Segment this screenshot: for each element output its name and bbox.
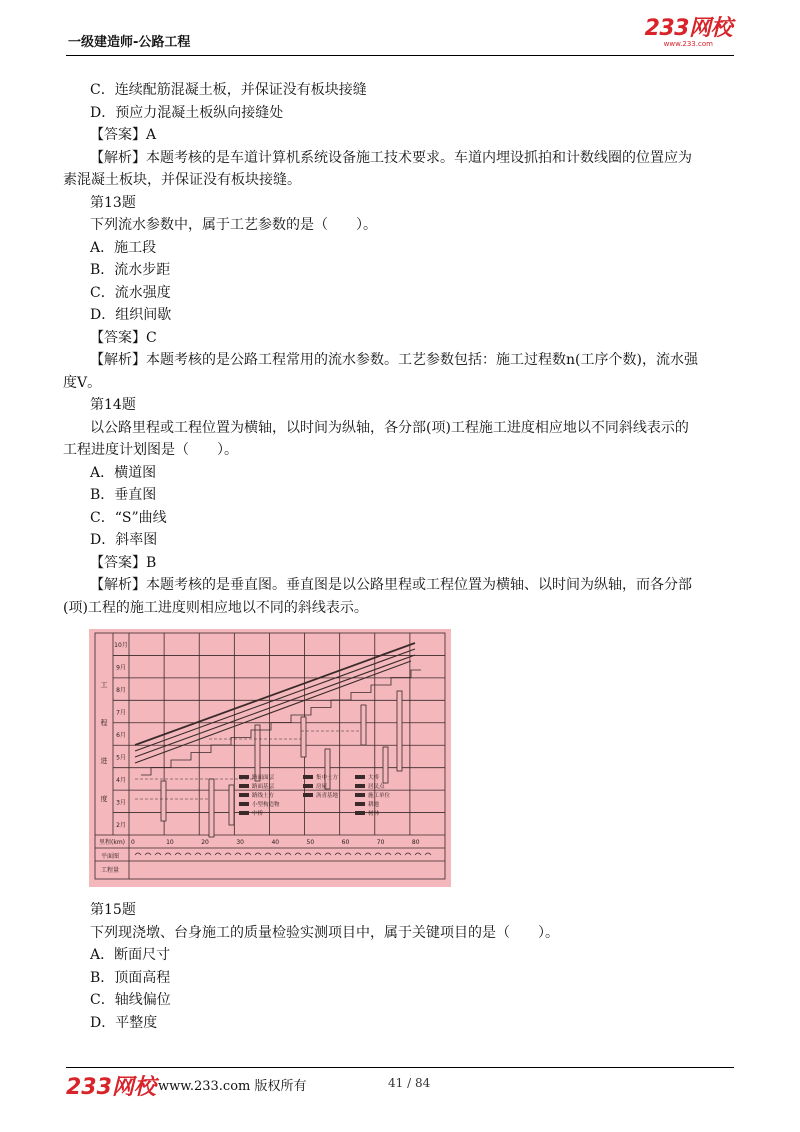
legend-swatch [239, 811, 249, 815]
logo-text: 233网校 [644, 16, 732, 41]
km-tick-label: 10 [166, 839, 174, 846]
analysis-continued: (项)工程的施工进度则相应地以不同的斜线表示。 [63, 599, 368, 616]
legend-label: 路线土方 [252, 793, 275, 799]
legend-swatch [239, 784, 249, 788]
option-b: B．垂直图 [90, 487, 157, 503]
km-tick-label: 80 [411, 839, 420, 846]
legend-label: 集中土方 [316, 775, 339, 781]
month-label: 4月 [116, 776, 126, 784]
legend-label: 大桥 [368, 775, 380, 781]
analysis: 【解析】本题考核的是垂直图。垂直图是以公路里程或工程位置为横轴、以时间为纵轴，而各分部 [90, 577, 692, 593]
month-label: 3月 [116, 799, 126, 807]
structure-bar [255, 725, 260, 781]
legend-swatch [355, 784, 365, 788]
analysis: 【解析】本题考核的是车道计算机系统设备施工技术要求。车道内埋设抓拍和计数线圈的位置应为 [90, 149, 692, 166]
structure-bar [383, 747, 388, 783]
structure-bar [397, 691, 402, 771]
km-tick-label: 30 [236, 839, 244, 846]
option-b: B．流水步距 [90, 262, 171, 278]
legend-label: 沥青基地 [316, 793, 339, 799]
km-tick-label: 40 [271, 839, 280, 846]
option-b: B．顶面高程 [90, 969, 171, 986]
structure-bar [229, 785, 234, 825]
legend-swatch [355, 802, 365, 806]
analysis-continued: 度V。 [63, 374, 102, 391]
legend-swatch [239, 793, 249, 797]
answer: 【答案】A [90, 127, 157, 143]
question-text: 以公路里程或工程位置为横轴，以时间为纵轴，各分部(项)工程施工进度相应地以不同斜线表示的 [90, 419, 689, 436]
legend-swatch [303, 784, 313, 788]
footer-logo[interactable]: 233网校 [66, 1075, 156, 1100]
legend-label: 中桥 [252, 811, 264, 817]
header-title: 一级建造师-公路工程 [68, 35, 191, 50]
option-c: C．轴线偏位 [90, 992, 171, 1008]
legend-swatch [355, 793, 365, 797]
legend-label: 耕地 [368, 802, 380, 808]
analysis: 【解析】本题考核的是公路工程常用的流水参数。工艺参数包括：施工过程数n(工序个数)，流水强 [90, 352, 698, 368]
legend-label: 树林 [368, 811, 380, 817]
site-logo[interactable] [645, 18, 732, 48]
legend-label: 居民点 [368, 784, 385, 790]
legend-label: 路面基层 [252, 784, 275, 790]
footer-rule [66, 1067, 734, 1068]
structure-bar [301, 717, 306, 757]
legend-label: 小型构造物 [252, 802, 280, 808]
option-d: D．斜率图 [90, 532, 158, 548]
row-label: 平面图 [101, 853, 120, 860]
question-text: 下列现浇墩、台身施工的质量检验实测项目中，属于关键项目的是（ ）。 [90, 924, 559, 941]
question-number: 第13题 [90, 194, 136, 211]
legend-swatch [355, 775, 365, 779]
option-c: C．流水强度 [90, 284, 171, 301]
month-label: 5月 [116, 754, 126, 762]
y-axis-label-char: 程 [100, 719, 108, 727]
km-tick-label: 20 [201, 839, 209, 846]
option-a: A．施工段 [90, 239, 157, 256]
option-c: C．“S”曲线 [90, 509, 167, 526]
answer: 【答案】C [90, 329, 157, 346]
month-label: 2月 [116, 821, 126, 829]
option-a: A．断面尺寸 [90, 947, 171, 963]
month-label: 9月 [116, 664, 126, 672]
option-d: D．预应力混凝土板纵向接缝处 [90, 104, 284, 121]
y-axis-label-char: 工 [100, 681, 108, 689]
legend-swatch [355, 811, 365, 815]
logo-url: www.233.com [663, 40, 713, 48]
structure-bar [161, 781, 166, 821]
page-number: 41 / 84 [388, 1076, 431, 1090]
question-number: 第15题 [90, 902, 136, 918]
legend-swatch [239, 775, 249, 779]
question-text: 下列流水参数中，属于工艺参数的是（ ）。 [90, 217, 377, 233]
vertical-schedule-figure [89, 629, 451, 887]
legend-label: 施工单位 [368, 793, 391, 799]
month-label: 6月 [116, 732, 126, 739]
km-tick-label: 60 [341, 839, 350, 846]
document-body [63, 79, 735, 1034]
legend-swatch [303, 775, 313, 779]
legend-label: 房屋 [316, 784, 328, 790]
legend-swatch [239, 802, 249, 806]
km-tick-label: 0 [131, 839, 135, 846]
legend-swatch [303, 793, 313, 797]
month-label: 10月 [114, 642, 128, 650]
option-d: D．平整度 [90, 1014, 158, 1031]
month-label: 7月 [116, 709, 126, 717]
footer-copyright[interactable]: www.233.com 版权所有 [158, 1079, 307, 1094]
option-c: C．连续配筋混凝土板，并保证没有板块接缝 [90, 82, 367, 98]
option-a: A．横道图 [90, 464, 157, 481]
y-axis-label-char: 进 [100, 757, 108, 765]
structure-bar [325, 749, 330, 789]
question-number: 第14题 [90, 397, 136, 413]
month-label: 8月 [116, 687, 126, 695]
structure-bar [361, 705, 366, 745]
structure-bar [209, 779, 214, 837]
km-tick-label: 70 [376, 839, 385, 846]
y-axis-label-char: 度 [100, 795, 108, 803]
legend-label: 路面面层 [252, 775, 275, 781]
km-tick-label: 50 [306, 839, 315, 846]
question-text-continued: 工程进度计划图是（ ）。 [63, 442, 238, 458]
header-rule [66, 55, 734, 56]
row-label: 工程量 [101, 867, 120, 874]
analysis-continued: 素混凝土板块，并保证没有板块接缝。 [63, 172, 301, 188]
option-d: D．组织间歇 [90, 307, 172, 323]
km-axis-label: 里程(km) [99, 839, 126, 846]
answer: 【答案】B [90, 554, 157, 571]
